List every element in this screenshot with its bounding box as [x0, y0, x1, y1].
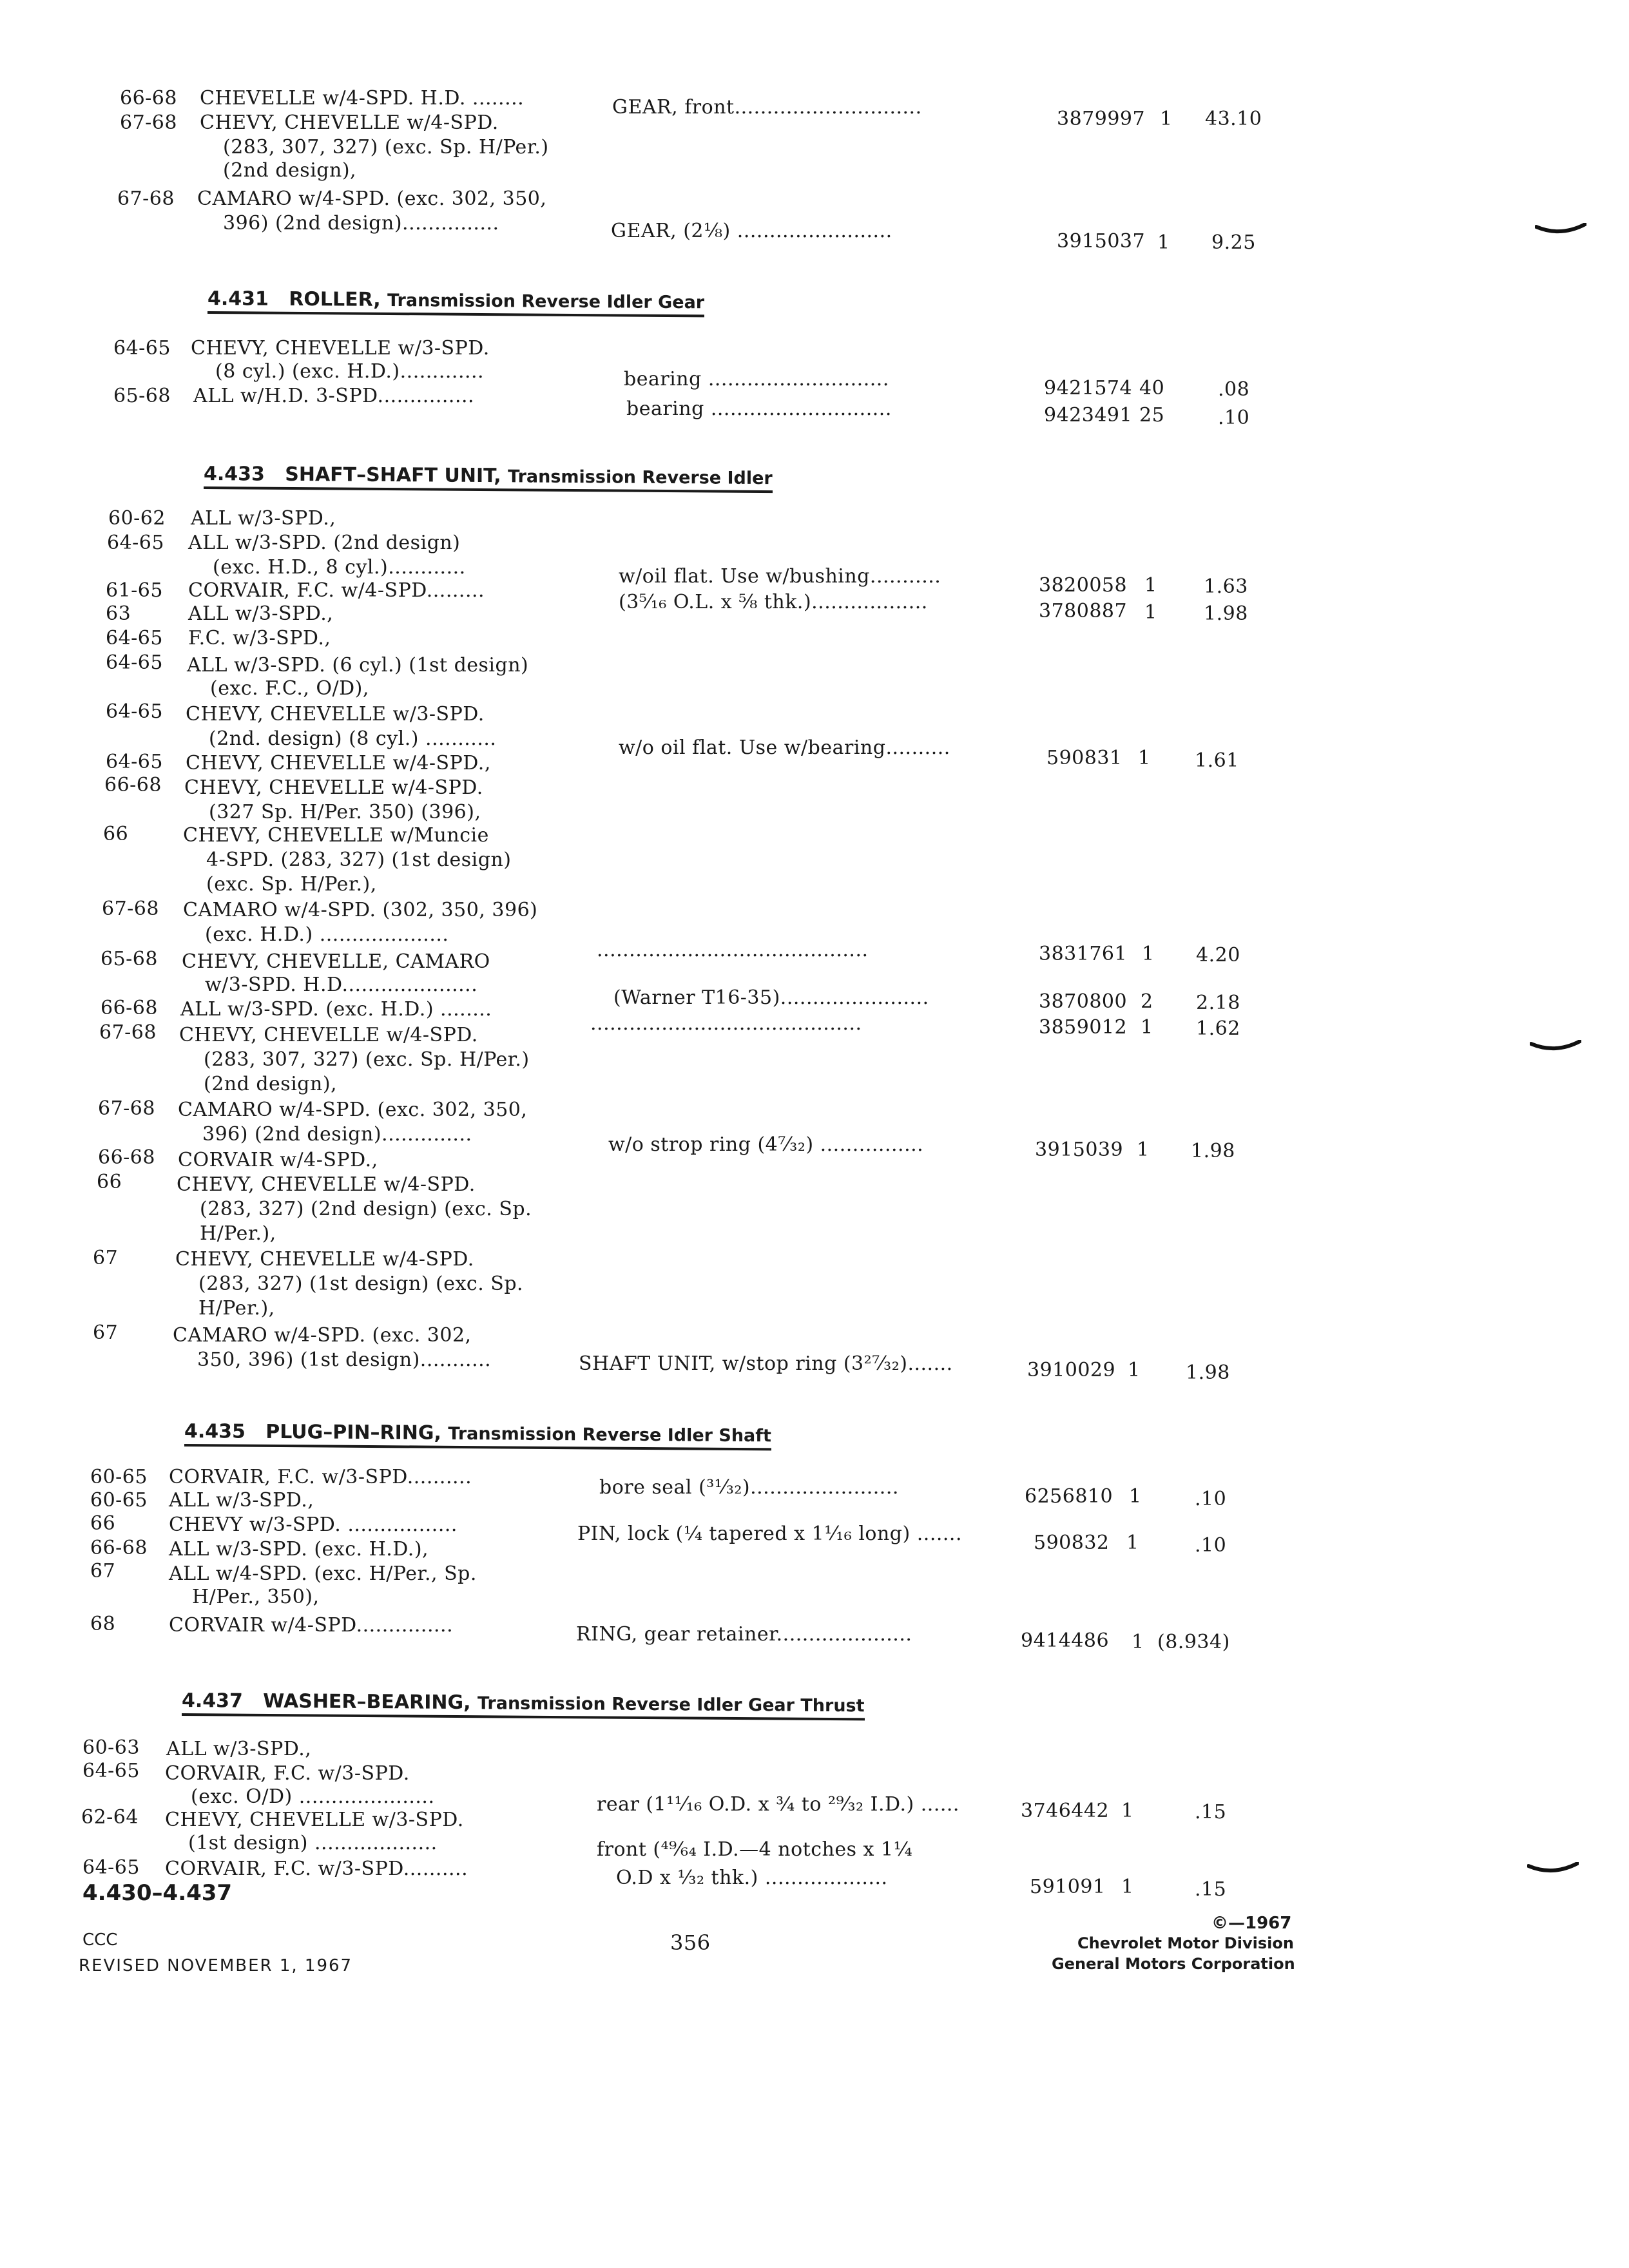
description: RING, gear retainer.....................: [576, 1623, 912, 1646]
ccc-label: CCC: [82, 1930, 118, 1950]
year: 67-68: [99, 1021, 157, 1044]
section-title: ROLLER,: [289, 287, 381, 311]
application: ALL w/3-SPD. (exc. H.D.),: [169, 1538, 429, 1561]
section-subtitle: Transmission Reverse Idler Gear Thrust: [477, 1693, 865, 1716]
description: w/o strop ring (4⁷⁄₃₂) ................: [608, 1133, 924, 1156]
quantity: 1: [1128, 1359, 1141, 1381]
application: ALL w/3-SPD. (6 cyl.) (1st design): [187, 654, 529, 677]
application-cont: (1st design) ...................: [188, 1832, 438, 1854]
section-subtitle: Transmission Reverse Idler Gear: [387, 290, 705, 313]
price: 43.10: [1205, 108, 1262, 130]
description: ..........................................: [590, 1012, 862, 1035]
year: 64-65: [82, 1856, 140, 1879]
section-number: 4.433: [204, 463, 265, 486]
description: w/o oil flat. Use w/bearing..........: [619, 736, 950, 759]
year: 68: [90, 1613, 116, 1635]
description: front (⁴⁹⁄₆₄ I.D.—4 notches x 1¼: [597, 1838, 913, 1861]
binder-mark: [1530, 1040, 1581, 1052]
description: GEAR, (2⅛) ........................: [611, 220, 892, 242]
part-number: 3859012: [1039, 1016, 1128, 1039]
section-number: 4.435: [184, 1420, 246, 1443]
section-heading-4437: [182, 1689, 865, 1720]
application-cont: (327 Sp. H/Per. 350) (396),: [209, 801, 481, 823]
application: CAMARO w/4-SPD. (exc. 302, 350,: [197, 187, 547, 210]
year: 65-68: [113, 385, 171, 407]
quantity: 1: [1142, 943, 1155, 965]
description: ..........................................: [597, 939, 869, 961]
year: 66-68: [98, 1146, 155, 1169]
year: 64-65: [106, 751, 163, 773]
year: 67: [90, 1560, 116, 1582]
application: ALL w/3-SPD. (exc. H.D.) ........: [180, 998, 492, 1021]
year: 66-68: [104, 774, 162, 796]
application-cont: (8 cyl.) (exc. H.D.).............: [215, 360, 485, 383]
section-title: PLUG–PIN–RING,: [265, 1420, 441, 1445]
description: bearing ............................: [626, 398, 892, 420]
price: .10: [1218, 407, 1250, 429]
application-cont: (283, 307, 327) (exc. Sp. H/Per.): [223, 136, 549, 159]
application: CHEVY, CHEVELLE w/3-SPD.: [191, 337, 490, 360]
application-cont: 4-SPD. (283, 327) (1st design): [206, 849, 512, 871]
quantity: 2: [1141, 990, 1153, 1013]
part-number: 3746442: [1021, 1800, 1110, 1822]
quantity: 1: [1121, 1800, 1134, 1822]
application-cont: (2nd design),: [223, 159, 357, 182]
year: 67-68: [117, 187, 175, 210]
application-cont: (2nd design),: [204, 1073, 338, 1095]
application-cont: H/Per., 350),: [192, 1586, 320, 1608]
part-number: 3831761: [1039, 943, 1128, 965]
part-number: 591091: [1030, 1876, 1106, 1898]
application-cont: (283, 327) (1st design) (exc. Sp.: [198, 1273, 524, 1295]
price: .15: [1195, 1801, 1227, 1823]
year: 67-68: [120, 111, 177, 134]
price: 1.62: [1196, 1017, 1240, 1040]
part-number: 3870800: [1039, 990, 1128, 1013]
section-heading-4431: [207, 287, 704, 317]
year: 64-65: [106, 700, 163, 723]
application: CHEVY, CHEVELLE w/4-SPD.: [175, 1248, 474, 1271]
application: CHEVELLE w/4-SPD. H.D. ........: [200, 87, 525, 110]
corporation: General Motors Corporation: [1052, 1955, 1295, 1973]
application-cont: (exc. O/D) .....................: [191, 1785, 435, 1808]
price: 2.18: [1196, 992, 1240, 1014]
section-subtitle: Transmission Reverse Idler: [508, 466, 773, 489]
application-cont: 396) (2nd design)...............: [223, 212, 499, 235]
application: CHEVY, CHEVELLE w/4-SPD.: [177, 1173, 476, 1196]
quantity: 1: [1132, 1631, 1144, 1653]
revised-date: REVISED NOVEMBER 1, 1967: [79, 1956, 353, 1975]
quantity: 1: [1144, 574, 1157, 597]
section-range: 4.430–4.437: [82, 1880, 233, 1906]
section-number: 4.437: [182, 1689, 243, 1713]
quantity: 1: [1126, 1532, 1139, 1554]
quantity: 1: [1141, 1016, 1153, 1039]
part-number: 6256810: [1025, 1485, 1113, 1508]
application: CHEVY w/3-SPD. .................: [169, 1514, 458, 1536]
application: CHEVY, CHEVELLE w/4-SPD.: [184, 776, 483, 799]
description: bore seal (³¹⁄₃₂).......................: [599, 1476, 899, 1499]
application-cont: (283, 307, 327) (exc. Sp. H/Per.): [204, 1048, 530, 1071]
application-cont: (exc. Sp. H/Per.),: [206, 873, 377, 896]
description: (3⁵⁄₁₆ O.L. x ⅝ thk.)..................: [619, 591, 928, 613]
division: Chevrolet Motor Division: [1077, 1934, 1294, 1952]
application: ALL w/3-SPD.,: [191, 507, 336, 530]
year: 64-65: [106, 651, 163, 674]
application: ALL w/3-SPD.,: [166, 1738, 312, 1760]
description: rear (1¹¹⁄₁₆ O.D. x ¾ to ²⁹⁄₃₂ I.D.) ......: [597, 1793, 959, 1816]
application: CHEVY, CHEVELLE w/3-SPD.: [186, 703, 485, 726]
year: 60-65: [90, 1489, 148, 1512]
price: .10: [1195, 1534, 1227, 1557]
part-number: 3820058: [1039, 574, 1128, 597]
description: w/oil flat. Use w/bushing...........: [619, 565, 941, 588]
year: 66-68: [101, 997, 158, 1019]
year: 67-68: [102, 898, 159, 920]
application: CORVAIR w/4-SPD...............: [169, 1614, 454, 1637]
quantity: 25: [1139, 404, 1165, 427]
section-title: SHAFT–SHAFT UNIT,: [285, 463, 501, 488]
application-cont: (exc. F.C., O/D),: [210, 677, 369, 700]
part-number: 3915037: [1057, 230, 1146, 253]
quantity: 1: [1157, 231, 1170, 254]
year: 66: [90, 1512, 116, 1535]
price: 1.61: [1195, 749, 1239, 772]
quantity: 1: [1144, 601, 1157, 624]
part-number: 3910029: [1027, 1359, 1116, 1381]
application-cont: H/Per.),: [200, 1222, 276, 1245]
quantity: 1: [1137, 1139, 1150, 1161]
binder-mark: [1527, 1862, 1579, 1874]
price: 1.63: [1204, 575, 1248, 598]
binder-mark: [1535, 223, 1586, 235]
application: ALL w/H.D. 3-SPD...............: [193, 385, 475, 407]
application: CAMARO w/4-SPD. (exc. 302,: [173, 1324, 472, 1347]
price: .08: [1218, 378, 1250, 401]
part-number: 3915039: [1035, 1139, 1124, 1161]
application: CAMARO w/4-SPD. (exc. 302, 350,: [178, 1099, 528, 1121]
section-heading-4433: [204, 463, 773, 493]
year: 60-62: [108, 507, 166, 530]
application: CHEVY, CHEVELLE w/4-SPD.,: [186, 752, 491, 774]
year: 66-68: [120, 87, 177, 110]
section-heading-4435: [184, 1420, 771, 1450]
application: CAMARO w/4-SPD. (302, 350, 396): [183, 899, 538, 921]
year: 67: [93, 1247, 119, 1269]
year: 67-68: [98, 1097, 155, 1120]
application-cont: (exc. H.D., 8 cyl.)............: [213, 556, 466, 579]
page-number: 356: [670, 1930, 711, 1955]
year: 60-63: [82, 1736, 140, 1759]
application-cont: (2nd. design) (8 cyl.) ...........: [209, 727, 497, 750]
quantity: 1: [1121, 1876, 1134, 1898]
copyright: ©—1967: [1211, 1914, 1292, 1933]
year: 66-68: [90, 1537, 148, 1559]
section-number: 4.431: [207, 287, 269, 311]
application: CHEVY, CHEVELLE w/4-SPD.: [179, 1024, 478, 1046]
quantity: 1: [1138, 747, 1151, 769]
section-title: WASHER–BEARING,: [263, 1689, 471, 1715]
part-number: 590831: [1046, 747, 1123, 769]
description: (Warner T16-35).......................: [613, 986, 929, 1009]
year: 63: [106, 602, 131, 625]
price: 9.25: [1211, 231, 1256, 254]
price: 1.98: [1186, 1361, 1230, 1384]
price: 4.20: [1196, 944, 1240, 966]
part-number: 9421574: [1044, 377, 1133, 399]
year: 61-65: [106, 579, 163, 602]
year: 62-64: [81, 1806, 139, 1829]
part-number: 590832: [1034, 1532, 1110, 1554]
application: CORVAIR, F.C. w/3-SPD..........: [169, 1466, 472, 1488]
year: 66: [103, 823, 129, 845]
year: 60-65: [90, 1466, 148, 1488]
application-cont: (283, 327) (2nd design) (exc. Sp.: [200, 1198, 532, 1220]
year: 66: [97, 1171, 122, 1193]
year: 64-65: [82, 1760, 140, 1782]
application-cont: w/3-SPD. H.D.....................: [205, 974, 478, 996]
description: SHAFT UNIT, w/stop ring (3²⁷⁄₃₂).......: [579, 1352, 953, 1375]
application: CHEVY, CHEVELLE w/4-SPD.: [200, 111, 499, 134]
application: CORVAIR w/4-SPD.,: [178, 1149, 378, 1171]
part-number: 9423491: [1044, 404, 1133, 427]
description: GEAR, front.............................: [612, 96, 922, 119]
application-cont: 396) (2nd design)..............: [202, 1123, 472, 1146]
year: 64-65: [113, 337, 171, 360]
quantity: 1: [1160, 108, 1173, 130]
application: CHEVY, CHEVELLE w/Muncie: [183, 824, 489, 847]
application: CORVAIR, F.C. w/4-SPD.........: [188, 579, 485, 602]
part-number: 9414486: [1021, 1629, 1110, 1652]
quantity: 40: [1139, 377, 1165, 399]
application: ALL w/3-SPD. (2nd design): [188, 532, 461, 554]
quantity: 1: [1129, 1485, 1142, 1508]
application-cont: 350, 396) (1st design)...........: [197, 1349, 492, 1371]
section-subtitle: Transmission Reverse Idler Shaft: [448, 1423, 771, 1446]
price: .15: [1195, 1878, 1227, 1901]
price: 1.98: [1204, 602, 1248, 625]
application-cont: H/Per.),: [198, 1297, 275, 1320]
application: CHEVY, CHEVELLE, CAMARO: [182, 950, 490, 973]
description: O.D x ⅓₂ thk.) ...................: [616, 1867, 888, 1889]
application: CHEVY, CHEVELLE w/3-SPD.: [165, 1809, 464, 1831]
application: ALL w/4-SPD. (exc. H/Per., Sp.: [169, 1562, 477, 1585]
part-number: 3879997: [1057, 108, 1146, 130]
year: 67: [93, 1321, 119, 1344]
year: 65-68: [101, 948, 158, 970]
price: .10: [1195, 1488, 1227, 1510]
application: ALL w/3-SPD.,: [188, 602, 334, 625]
price: 1.98: [1191, 1140, 1235, 1162]
part-number: 3780887: [1039, 600, 1128, 622]
application: F.C. w/3-SPD.,: [188, 627, 331, 649]
application: CORVAIR, F.C. w/3-SPD..........: [165, 1858, 468, 1880]
application: ALL w/3-SPD.,: [169, 1489, 314, 1512]
year: 64-65: [107, 532, 164, 554]
price: (8.934): [1157, 1631, 1230, 1653]
description: bearing ............................: [624, 368, 889, 390]
description: PIN, lock (¼ tapered x 1¹⁄₁₆ long) .......: [577, 1523, 963, 1545]
application: CORVAIR, F.C. w/3-SPD.: [165, 1762, 410, 1785]
year: 64-65: [106, 627, 163, 649]
application-cont: (exc. H.D.) ....................: [205, 923, 449, 946]
